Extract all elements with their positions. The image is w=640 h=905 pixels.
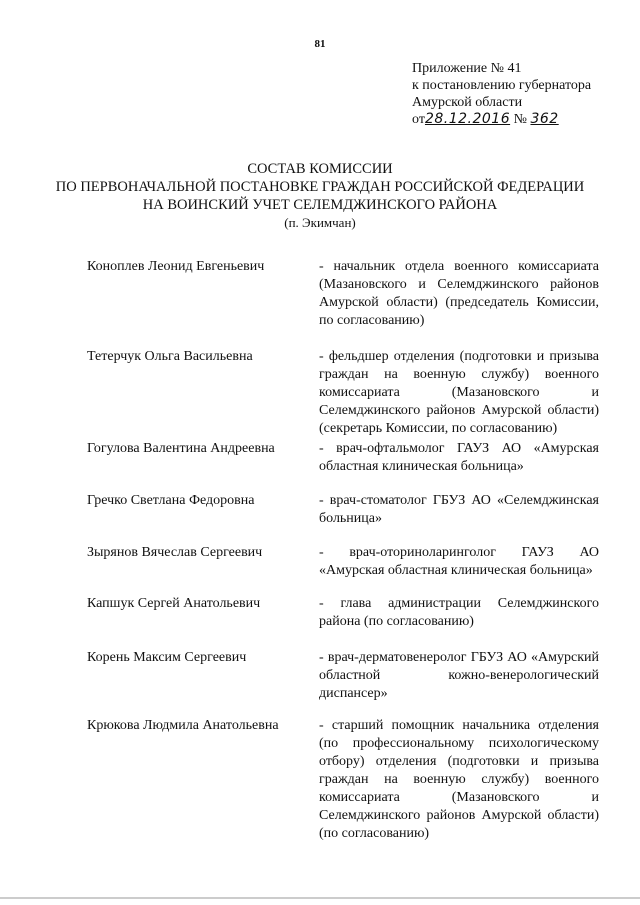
member-role: - старший помощник начальника отделения (по профессиональному психологическому отбору) отделения (подготовки и призыва граждан на военную службу) военного комиссариата (Мазановского и Селемджинского районов Амурской области) (по согласованию) [319,718,599,841]
members-list [87,258,607,843]
member-name: Гогулова Валентина Андреевна [87,441,275,456]
appendix-block [412,60,627,128]
member-row [87,544,607,595]
member-name: Коноплев Леонид Евгеньевич [87,259,265,274]
appendix-line-3: Амурской области [412,95,523,110]
document-title [40,160,600,232]
appendix-line-1: Приложение № 41 [412,61,522,76]
date-prefix: от [412,112,425,127]
page-number: 81 [314,38,326,50]
member-role: - врач-офтальмолог ГАУЗ АО «Амурская областная клиническая больница» [319,441,599,474]
title-line-1: СОСТАВ КОМИССИИ [247,161,393,177]
member-row [87,595,607,649]
member-row [87,717,607,843]
handwritten-number: 362 [530,111,559,127]
member-row [87,649,607,717]
member-role: - глава администрации Селемджинского района (по согласованию) [319,596,599,629]
appendix-date-line [412,111,627,128]
page-bottom-edge [0,897,640,899]
member-name: Тетерчук Ольга Васильевна [87,349,253,364]
member-role: - врач-оториноларинголог ГАУЗ АО «Амурская областная клиническая больница» [319,545,599,578]
member-name: Зырянов Вячеслав Сергеевич [87,545,263,560]
member-role: - врач-дерматовенеролог ГБУЗ АО «Амурский областной кожно-венерологический диспансер» [319,650,599,701]
member-row [87,440,607,492]
member-name: Крюкова Людмила Анатольевна [87,718,279,733]
title-line-2: ПО ПЕРВОНАЧАЛЬНОЙ ПОСТАНОВКЕ ГРАЖДАН РОССИЙСКОЙ ФЕДЕРАЦИИ [55,179,585,195]
member-row [87,258,607,348]
number-prefix: № [513,112,527,127]
member-role: - врач-стоматолог ГБУЗ АО «Селемджинская больница» [319,493,599,526]
title-line-3: НА ВОИНСКИЙ УЧЕТ СЕЛЕМДЖИНСКОГО РАЙОНА [142,197,498,213]
member-role: - начальник отдела военного комиссариата (Мазановского и Селемджинского районов Амурской области) (председатель Комиссии, по согласованию) [319,259,599,328]
member-row [87,492,607,544]
title-subtitle: (п. Экимчан) [284,215,356,230]
appendix-line-2: к постановлению губернатора [412,78,592,93]
member-name: Капшук Сергей Анатольевич [87,596,261,611]
member-row [87,348,607,440]
member-name: Корень Максим Сергеевич [87,650,247,665]
handwritten-date: 28.12.2016 [424,111,511,127]
member-name: Гречко Светлана Федоровна [87,493,255,508]
member-role: - фельдшер отделения (подготовки и призыва граждан на военную службу) военного комиссариата (Мазановского и Селемджинского районов Амурской области) (секретарь Комиссии, по согласованию) [319,349,599,436]
